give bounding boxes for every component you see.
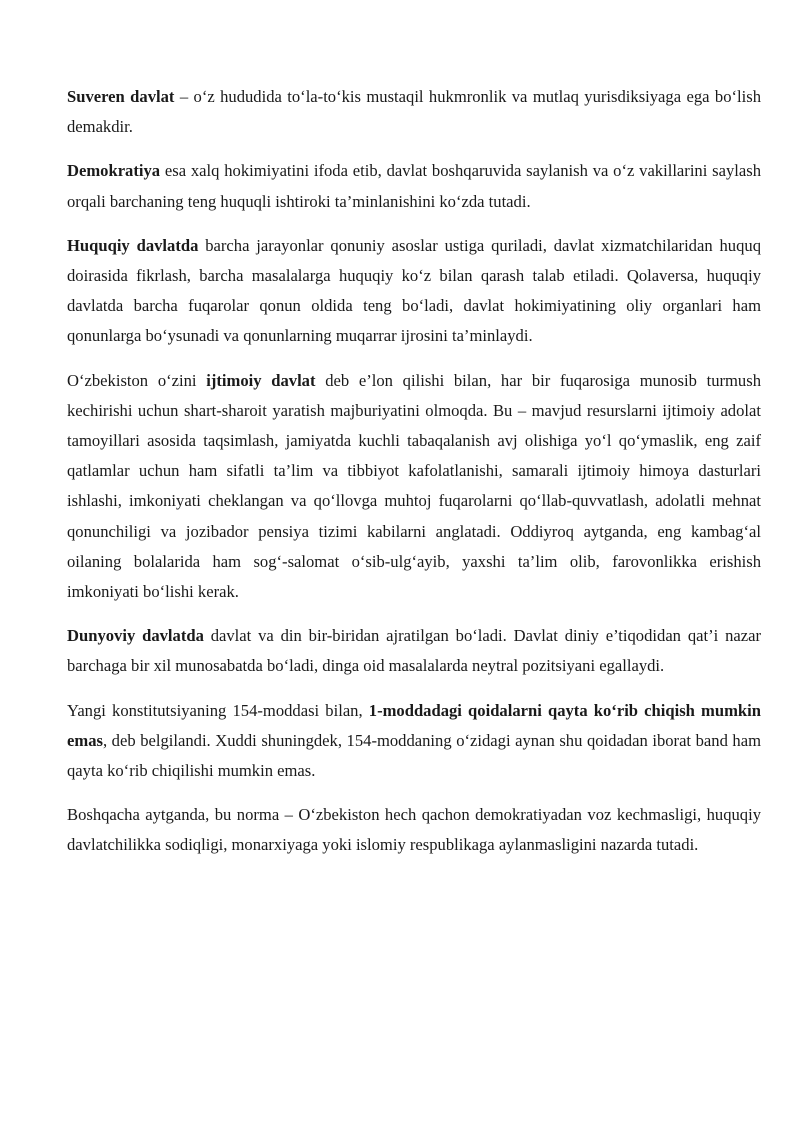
paragraph-text: – o‘z hududida to‘la-to‘kis mustaqil hukmronlik va mutlaq yurisdiksiyaga ega bo‘lish demakdir. bbox=[67, 87, 761, 137]
paragraph-text: O‘zbekiston o‘zini bbox=[67, 370, 207, 390]
paragraph-secular-state bbox=[67, 621, 761, 681]
emphasis-article-1: 1-moddadagi qoidalarni qayta ko‘rib chiqish mumkin emas bbox=[67, 700, 761, 750]
paragraph-text: , deb belgilandi. Xuddi shuningdek, 154-moddaning o‘zidagi aynan shu qoidadan iborat band ham qayta ko‘rib chiqilishi mumkin emas. bbox=[67, 730, 761, 781]
paragraph-conclusion bbox=[67, 800, 761, 860]
paragraph-text: davlat va din bir-biridan ajratilgan bo‘ladi. Davlat diniy e’tiqodidan qat’i nazar barchaga bir xil munosabatda bo‘ladi, dinga oid masalalarda neytral pozitsiyani egallaydi. bbox=[67, 626, 761, 676]
term-sovereign-state: Suveren davlat bbox=[67, 87, 175, 106]
term-democracy: Demokratiya bbox=[67, 161, 161, 181]
paragraph-legal-state bbox=[67, 231, 761, 352]
paragraph-article-154 bbox=[67, 696, 761, 787]
paragraph-social-state bbox=[67, 366, 761, 608]
paragraph-text: esa xalq hokimiyatini ifoda etib, davlat boshqaruvida saylanish va o‘z vakillarini saylash orqali barchaning teng huquqli ishtiroki ta’minlanishini ko‘zda tutadi. bbox=[67, 161, 761, 211]
paragraph-sovereign-state bbox=[67, 82, 761, 142]
term-social-state: ijtimoiy davlat bbox=[206, 370, 316, 390]
paragraph-text: Yangi konstitutsiyaning 154-moddasi bilan, bbox=[67, 700, 369, 720]
paragraph-text: barcha jarayonlar qonuniy asoslar ustiga quriladi, davlat xizmatchilaridan huquq doirasida fikrlash, barcha masalalarga huquqiy ko‘z bilan qarash talab etiladi. Qolaversa, huquqiy davlatda barcha fuqarolar qonun oldida teng bo‘ladi, davlat hokimiyatining oliy organlari ham qonunlarga bo‘ysunadi va qonunlarning muqarrar ijrosini ta’minlaydi. bbox=[67, 235, 761, 346]
term-secular-state: Dunyoviy davlatda bbox=[67, 626, 204, 646]
paragraph-text: deb e’lon qilishi bilan, har bir fuqarosiga munosib turmush kechirishi uchun shart-sharoit yaratish majburiyatini olmoqda. Bu – mavjud resurslarni ijtimoiy adolat tamoyillari asosida taqsimlash, jamiyatda kuchli tabaqalanish avj olishiga yo‘l qo‘ymaslik, eng zaif qatlamlar uchun ham sifatli ta’lim va tibbiyot kafolatlanishi, samarali ijtimoiy himoya dasturlari ishlashi, imkoniyati cheklangan va qo‘llovga muhtoj fuqarolarni qo‘llab-quvvatlash, adolatli mehnat qonunchiligi va jozibador pensiya tizimi kabilarni anglatadi. Oddiyroq aytganda, eng kambag‘al oilaning bolalarida ham sog‘-salomat o‘sib-ulg‘ayib, yaxshi ta’lim olib, farovonlikka erishish imkoniyati bo‘lishi kerak. bbox=[67, 370, 761, 602]
term-legal-state: Huquqiy davlatda bbox=[67, 235, 199, 255]
paragraph-text: Boshqacha aytganda, bu norma – O‘zbekiston hech qachon demokratiyadan voz kechmasligi, huquqiy davlatchilikka sodiqligi, monarxiyaga yoki islomiy respublikaga aylanmasligini nazarda tutadi. bbox=[67, 805, 761, 855]
document-body bbox=[67, 82, 761, 875]
paragraph-democracy bbox=[67, 156, 761, 216]
